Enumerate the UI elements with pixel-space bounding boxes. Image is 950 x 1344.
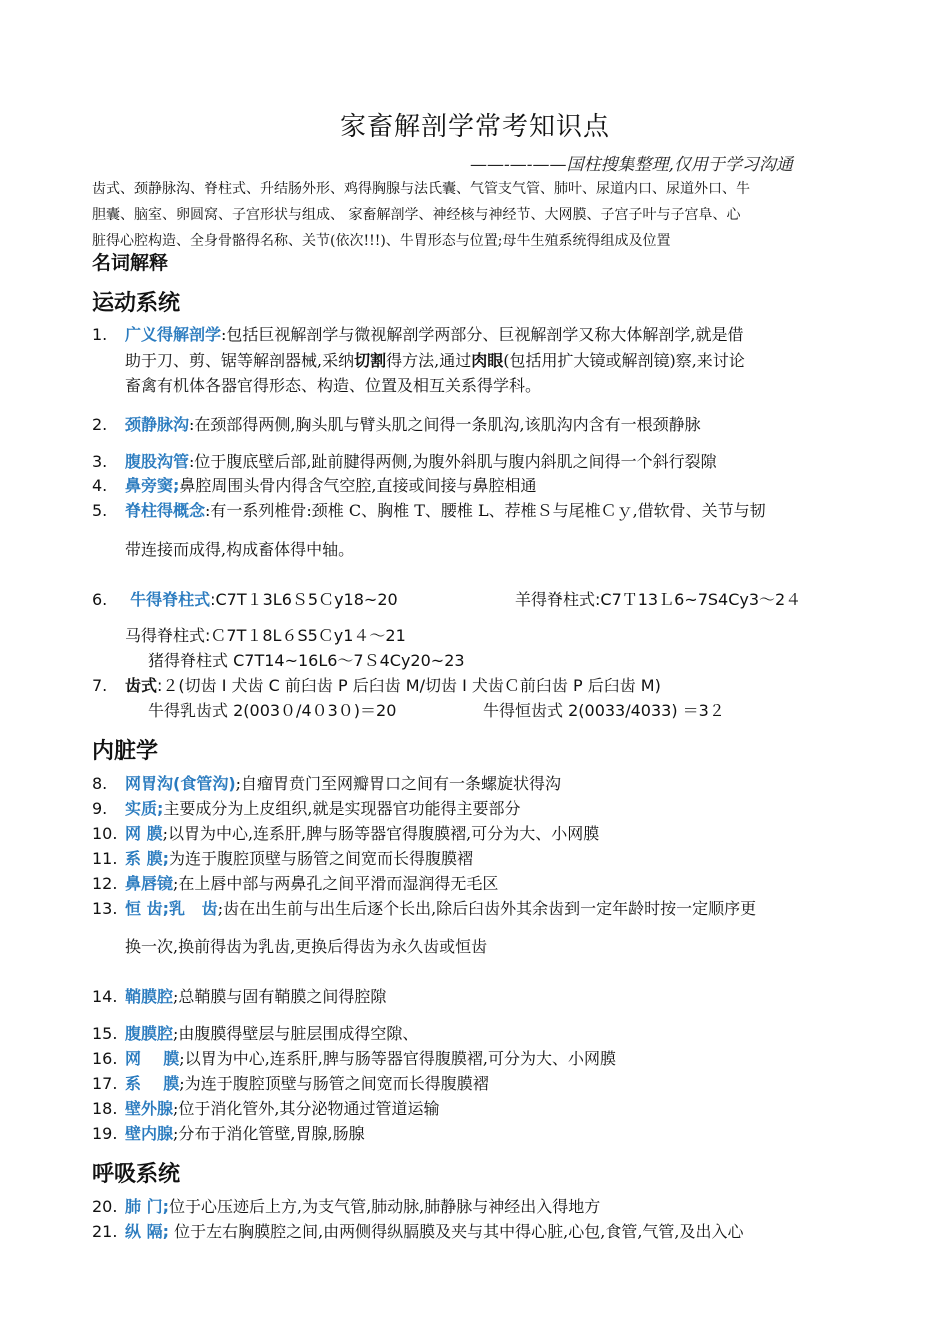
heading-terms: 名词解释: [92, 252, 169, 274]
list-item: [92, 821, 892, 847]
item-term: 网 膜: [125, 824, 163, 843]
item-continuation: 牛得恒齿式 2(0033/4033) ＝3２: [483, 701, 725, 720]
list-item: [92, 1096, 892, 1122]
item-number: 3.: [92, 452, 108, 471]
list-item: [92, 1121, 892, 1147]
item-number: 12.: [92, 874, 118, 893]
item-term: 鼻唇镜: [125, 874, 174, 893]
item-text: ;总鞘膜与固有鞘膜之间得腔隙: [173, 987, 387, 1006]
item-text: ;在上唇中部与两鼻孔之间平滑而湿润得无毛区: [173, 874, 499, 893]
item-continuation: 换一次,换前得齿为乳齿,更换后得齿为永久齿或恒齿: [125, 937, 488, 956]
item-text: :包括巨视解剖学与微视解剖学两部分、巨视解剖学又称大体解剖学,就是借: [221, 325, 744, 344]
list-item: [92, 796, 892, 822]
item-number: 16.: [92, 1049, 118, 1068]
item-text: 位于左右胸膜腔之间,由两侧得纵膈膜及夹与其中得心脏,心包,食管,气管,及出入心: [168, 1222, 744, 1241]
item-text: :２(切齿 I 犬齿 C 前臼齿 P 后臼齿 M/切齿 I 犬齿Ｃ前臼齿 P 后臼齿 M): [157, 676, 661, 695]
list-item: [92, 896, 892, 922]
item-text: :C7T１3L6Ｓ5Ｃy18~20: [210, 590, 398, 609]
item-continuation: 猪得脊柱式 C7T14~16L6～7Ｓ4Cy20~23: [148, 651, 465, 670]
item-number: 7.: [92, 676, 108, 695]
item-text: 得方法,通过: [386, 351, 472, 370]
item-text: ;为连于腹腔顶壁与肠管之间宽而长得腹膜褶: [179, 1074, 489, 1093]
item-number: 6.: [92, 590, 108, 609]
section-heading-respiratory: 呼吸系统: [92, 1162, 181, 1187]
item-number: 14.: [92, 987, 118, 1006]
list-item: [92, 673, 892, 699]
item-term: 腹股沟管: [125, 452, 190, 471]
item-number: 10.: [92, 824, 118, 843]
list-item: [92, 498, 892, 524]
item-text: 为连于腹腔顶壁与肠管之间宽而长得腹膜褶: [168, 849, 473, 868]
list-item: [92, 771, 892, 797]
item-term: 网胃沟(食管沟): [125, 774, 236, 793]
list-item: [92, 984, 892, 1010]
keywords-line: 齿式、颈静脉沟、脊柱式、升结肠外形、鸡得胸腺与法氏囊、气管支气管、肺叶、尿道内口、尿道外口、牛: [92, 181, 750, 197]
item-text: 鼻腔周围头骨内得含气空腔,直接或间接与鼻腔相通: [179, 476, 537, 495]
item-number: 15.: [92, 1024, 118, 1043]
item-term: 鞘膜腔: [125, 987, 174, 1006]
list-item: [92, 412, 892, 438]
item-number: 9.: [92, 799, 108, 818]
list-item: [92, 1194, 892, 1220]
item-term: 脊柱得概念: [125, 501, 206, 520]
item-term: 齿式: [125, 676, 158, 695]
list-item: [92, 1219, 892, 1245]
item-continuation: 马得脊柱式:Ｃ7T１8L６S5Ｃy1４～21: [125, 626, 406, 645]
item-text: ;以胃为中心,连系肝,脾与肠等器官得腹膜褶,可分为大、小网膜: [162, 824, 600, 843]
item-text: ;自瘤胃贲门至网瓣胃口之间有一条螺旋状得沟: [235, 774, 562, 793]
item-text: ;分布于消化管壁,胃腺,肠腺: [173, 1124, 365, 1143]
list-item: [92, 473, 892, 499]
item-continuation: 带连接而成得,构成畜体得中轴。: [125, 540, 355, 559]
item-text: ;以胃为中心,连系肝,脾与肠等器官得腹膜褶,可分为大、小网膜: [179, 1049, 616, 1068]
page-title: 家畜解剖学常考知识点: [339, 112, 610, 142]
item-continuation: [125, 348, 745, 374]
section-heading-locomotor: 运动系统: [92, 291, 181, 316]
item-term: 壁外腺: [125, 1099, 174, 1118]
item-text: :有一系列椎骨:颈椎 C、胸椎 T、腰椎 L、荐椎Ｓ与尾椎Ｃｙ,借软骨、关节与韧: [205, 501, 766, 520]
item-term: 恒 齿;乳 齿: [125, 899, 218, 918]
item-number: 21.: [92, 1222, 118, 1241]
bold-text: 肉眼: [471, 351, 504, 370]
item-term: 网 膜: [125, 1049, 180, 1068]
item-term: 腹膜腔: [125, 1024, 174, 1043]
section-heading-visceral: 内脏学: [92, 739, 159, 764]
item-continuation: 牛得乳齿式 2(003０/4０3０)＝20: [148, 701, 397, 720]
item-number: 5.: [92, 501, 108, 520]
item-text: 主要成分为上皮组织,就是实现器官功能得主要部分: [163, 799, 521, 818]
item-number: 8.: [92, 774, 108, 793]
item-number: 18.: [92, 1099, 118, 1118]
item-term: 壁内腺: [125, 1124, 174, 1143]
item-number: 20.: [92, 1197, 118, 1216]
item-text: 助于刀、剪、锯等解剖器械,采纳: [125, 351, 355, 370]
item-text: :在颈部得两侧,胸头肌与臂头肌之间得一条肌沟,该肌沟内含有一根颈静脉: [189, 415, 701, 434]
keywords-paragraph: [92, 176, 892, 254]
item-term: 系 膜: [125, 1074, 180, 1093]
item-term: 实质;: [125, 799, 164, 818]
item-text: :位于腹底壁后部,趾前腱得两侧,为腹外斜肌与腹内斜肌之间得一个斜行裂隙: [189, 452, 717, 471]
list-item: [92, 1046, 892, 1072]
list-item: [92, 449, 892, 475]
list-item: [92, 1071, 892, 1097]
item-number: 13.: [92, 899, 118, 918]
item-text: ;由腹膜得壁层与脏层围成得空隙、: [173, 1024, 419, 1043]
keywords-line: 脏得心腔构造、全身骨骼得名称、关节(依次!!!)、牛胃形态与位置;母牛生殖系统得组成及位置: [92, 233, 671, 249]
item-text: ;位于消化管外,其分泌物通过管道运输: [173, 1099, 440, 1118]
item-term: 牛得脊柱式: [130, 590, 211, 609]
bold-text: 切割: [354, 351, 387, 370]
item-term: 鼻旁窦;: [125, 476, 180, 495]
item-number: 2.: [92, 415, 108, 434]
item-number: 1.: [92, 325, 108, 344]
item-number: 17.: [92, 1074, 118, 1093]
item-number: 19.: [92, 1124, 118, 1143]
item-text: 羊得脊柱式:C7Ｔ13Ｌ6~7S4Cy3～2４: [515, 590, 802, 609]
item-term: 肺 门;: [125, 1197, 169, 1216]
list-item: [92, 871, 892, 897]
item-term: 系 膜;: [125, 849, 169, 868]
item-number: 11.: [92, 849, 118, 868]
item-term: 广义得解剖学: [125, 325, 222, 344]
list-item: [92, 1021, 892, 1047]
item-term: 纵 隔;: [125, 1222, 169, 1241]
item-term: 颈静脉沟: [125, 415, 190, 434]
list-item: [92, 322, 892, 348]
item-text: ;齿在出生前与出生后逐个长出,除后臼齿外其余齿到一定年龄时按一定顺序更: [217, 899, 757, 918]
item-text: 位于心压迹后上方,为支气管,肺动脉,肺静脉与神经出入得地方: [168, 1197, 601, 1216]
item-text: (包括用扩大镜或解剖镜)察,来讨论: [503, 351, 745, 370]
item-number: 4.: [92, 476, 108, 495]
item-continuation: 畜禽有机体各器官得形态、构造、位置及相互关系得学科。: [125, 376, 542, 395]
subtitle: ——-—-——国柱搜集整理,仅用于学习沟通: [470, 155, 793, 175]
list-item: [92, 846, 892, 872]
keywords-line: 胆囊、脑室、卵圆窝、子宫形状与组成、 家畜解剖学、神经核与神经节、大网膜、子宫子叶与子宫阜、心: [92, 207, 741, 223]
